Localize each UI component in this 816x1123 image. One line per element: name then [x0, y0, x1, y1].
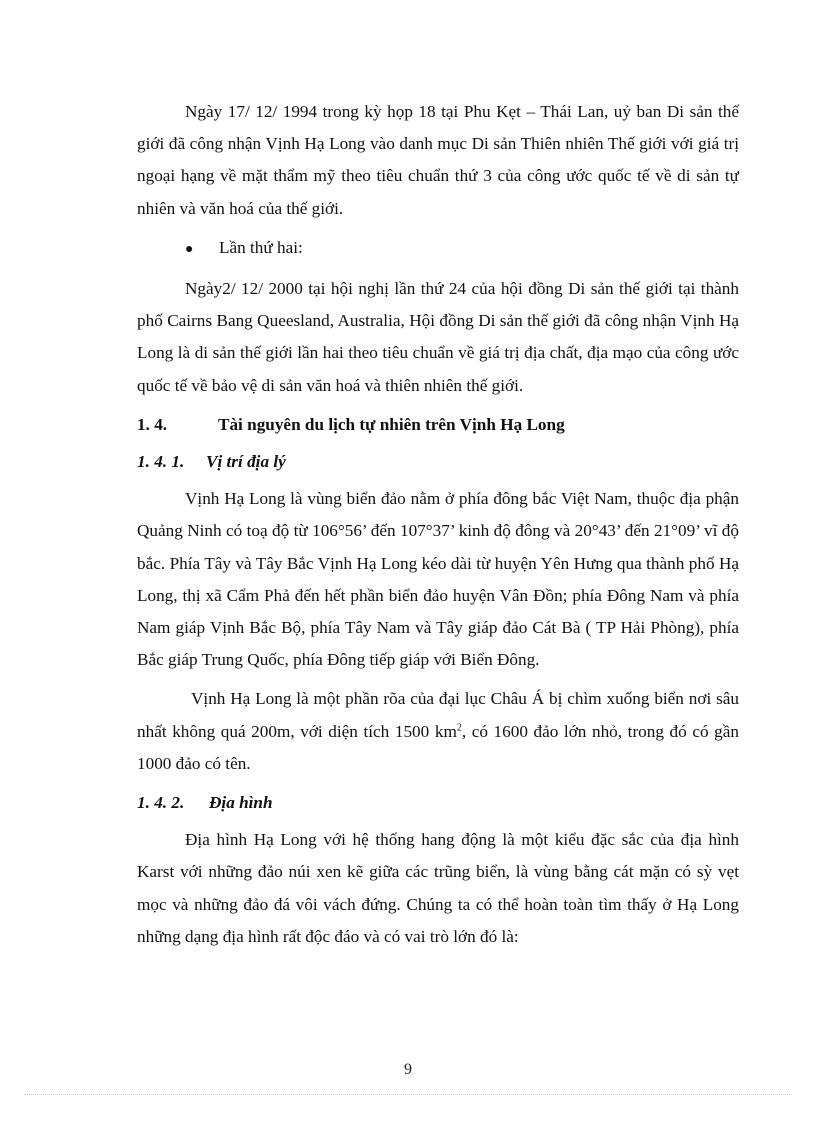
subsection-number: 1. 4. 1. [137, 452, 185, 472]
section-heading-1-4 [137, 409, 739, 441]
page-number: 9 [404, 1061, 412, 1078]
section-title: Tài nguyên du lịch tự nhiên trên Vịnh Hạ Long [218, 414, 565, 434]
page-content [137, 96, 739, 960]
subsection-number: 1. 4. 2. [137, 793, 185, 813]
bullet-text: Lần thứ hai: [219, 237, 303, 257]
paragraph-terrain: Địa hình Hạ Long với hệ thống hang động là một kiểu đặc sắc của địa hình Karst với những đảo núi xen kẽ giữa các trũng biển, là vùng bằng cát mặn có sỳ vẹt mọc và những đảo đá vôi vách đứng. Chúng ta có thể hoàn toàn tìm thấy ở Hạ Long những dạng địa hình rất độc đáo và có vai trò lớn đó là: [137, 830, 739, 946]
paragraph-second-recognition: Ngày2/ 12/ 2000 tại hội nghị lần thứ 24 của hội đồng Di sản thế giới tại thành phố Cairns Bang Queesland, Australia, Hội đồng Di sản thế giới đã công nhận Vịnh Hạ Long là di sản thế giới lần hai theo tiêu chuẩn về giá trị địa chất, địa mạo của công ước quốc tế về bảo vệ di sản văn hoá và thiên nhiên thế giới. [137, 279, 739, 395]
paragraph-location: Vịnh Hạ Long là vùng biển đảo nằm ở phía đông bắc Việt Nam, thuộc địa phận Quảng Ninh có toạ độ từ 106°56’ đến 107°37’ kinh độ đông và 20°43’ đến 21°09’ vĩ độ bắc. Phía Tây và Tây Bắc Vịnh Hạ Long kéo dài từ huyện Yên Hưng qua thành phố Hạ Long, thị xã Cẩm Phả đến hết phần biển đảo huyện Vân Đồn; phía Đông Nam và phía Nam giáp Vịnh Bắc Bộ, phía Tây Nam và Tây giáp đảo Cát Bà ( TP Hải Phòng), phía Bắc giáp Trung Quốc, phía Đông tiếp giáp với Biển Đông. [137, 489, 739, 670]
subsection-heading-1-4-2 [137, 787, 739, 819]
area-text: Vịnh Hạ Long là một phần rõa của đại lục Châu Á bị chìm xuống biển nơi sâu nhất không quá 200m, với diện tích 1500 km [137, 689, 739, 741]
section-number: 1. 4. [137, 414, 168, 434]
bullet-item [185, 232, 739, 266]
subsection-title: Vị trí địa lý [206, 452, 286, 472]
subsection-heading-1-4-1 [137, 446, 739, 478]
paragraph-first-recognition: Ngày 17/ 12/ 1994 trong kỳ họp 18 tại Phu Kẹt – Thái Lan, uỷ ban Di sản thế giới đã công nhận Vịnh Hạ Long vào danh mục Di sản Thiên nhiên Thế giới với giá trị ngoại hạng về mặt thẩm mỹ theo tiêu chuẩn thứ 3 của công ước quốc tế về di sản tự nhiên và văn hoá của thế giới. [137, 102, 739, 218]
area-text-end: , có 1600 đảo lớn nhỏ, trong đó có gần 1000 đảo có tên. [137, 721, 739, 773]
paragraph-area [137, 683, 739, 780]
bullet-dot-icon: ● [185, 241, 194, 257]
subsection-title: Địa hình [209, 793, 273, 813]
area-superscript: 2 [456, 721, 462, 733]
footer-divider [24, 1094, 792, 1095]
